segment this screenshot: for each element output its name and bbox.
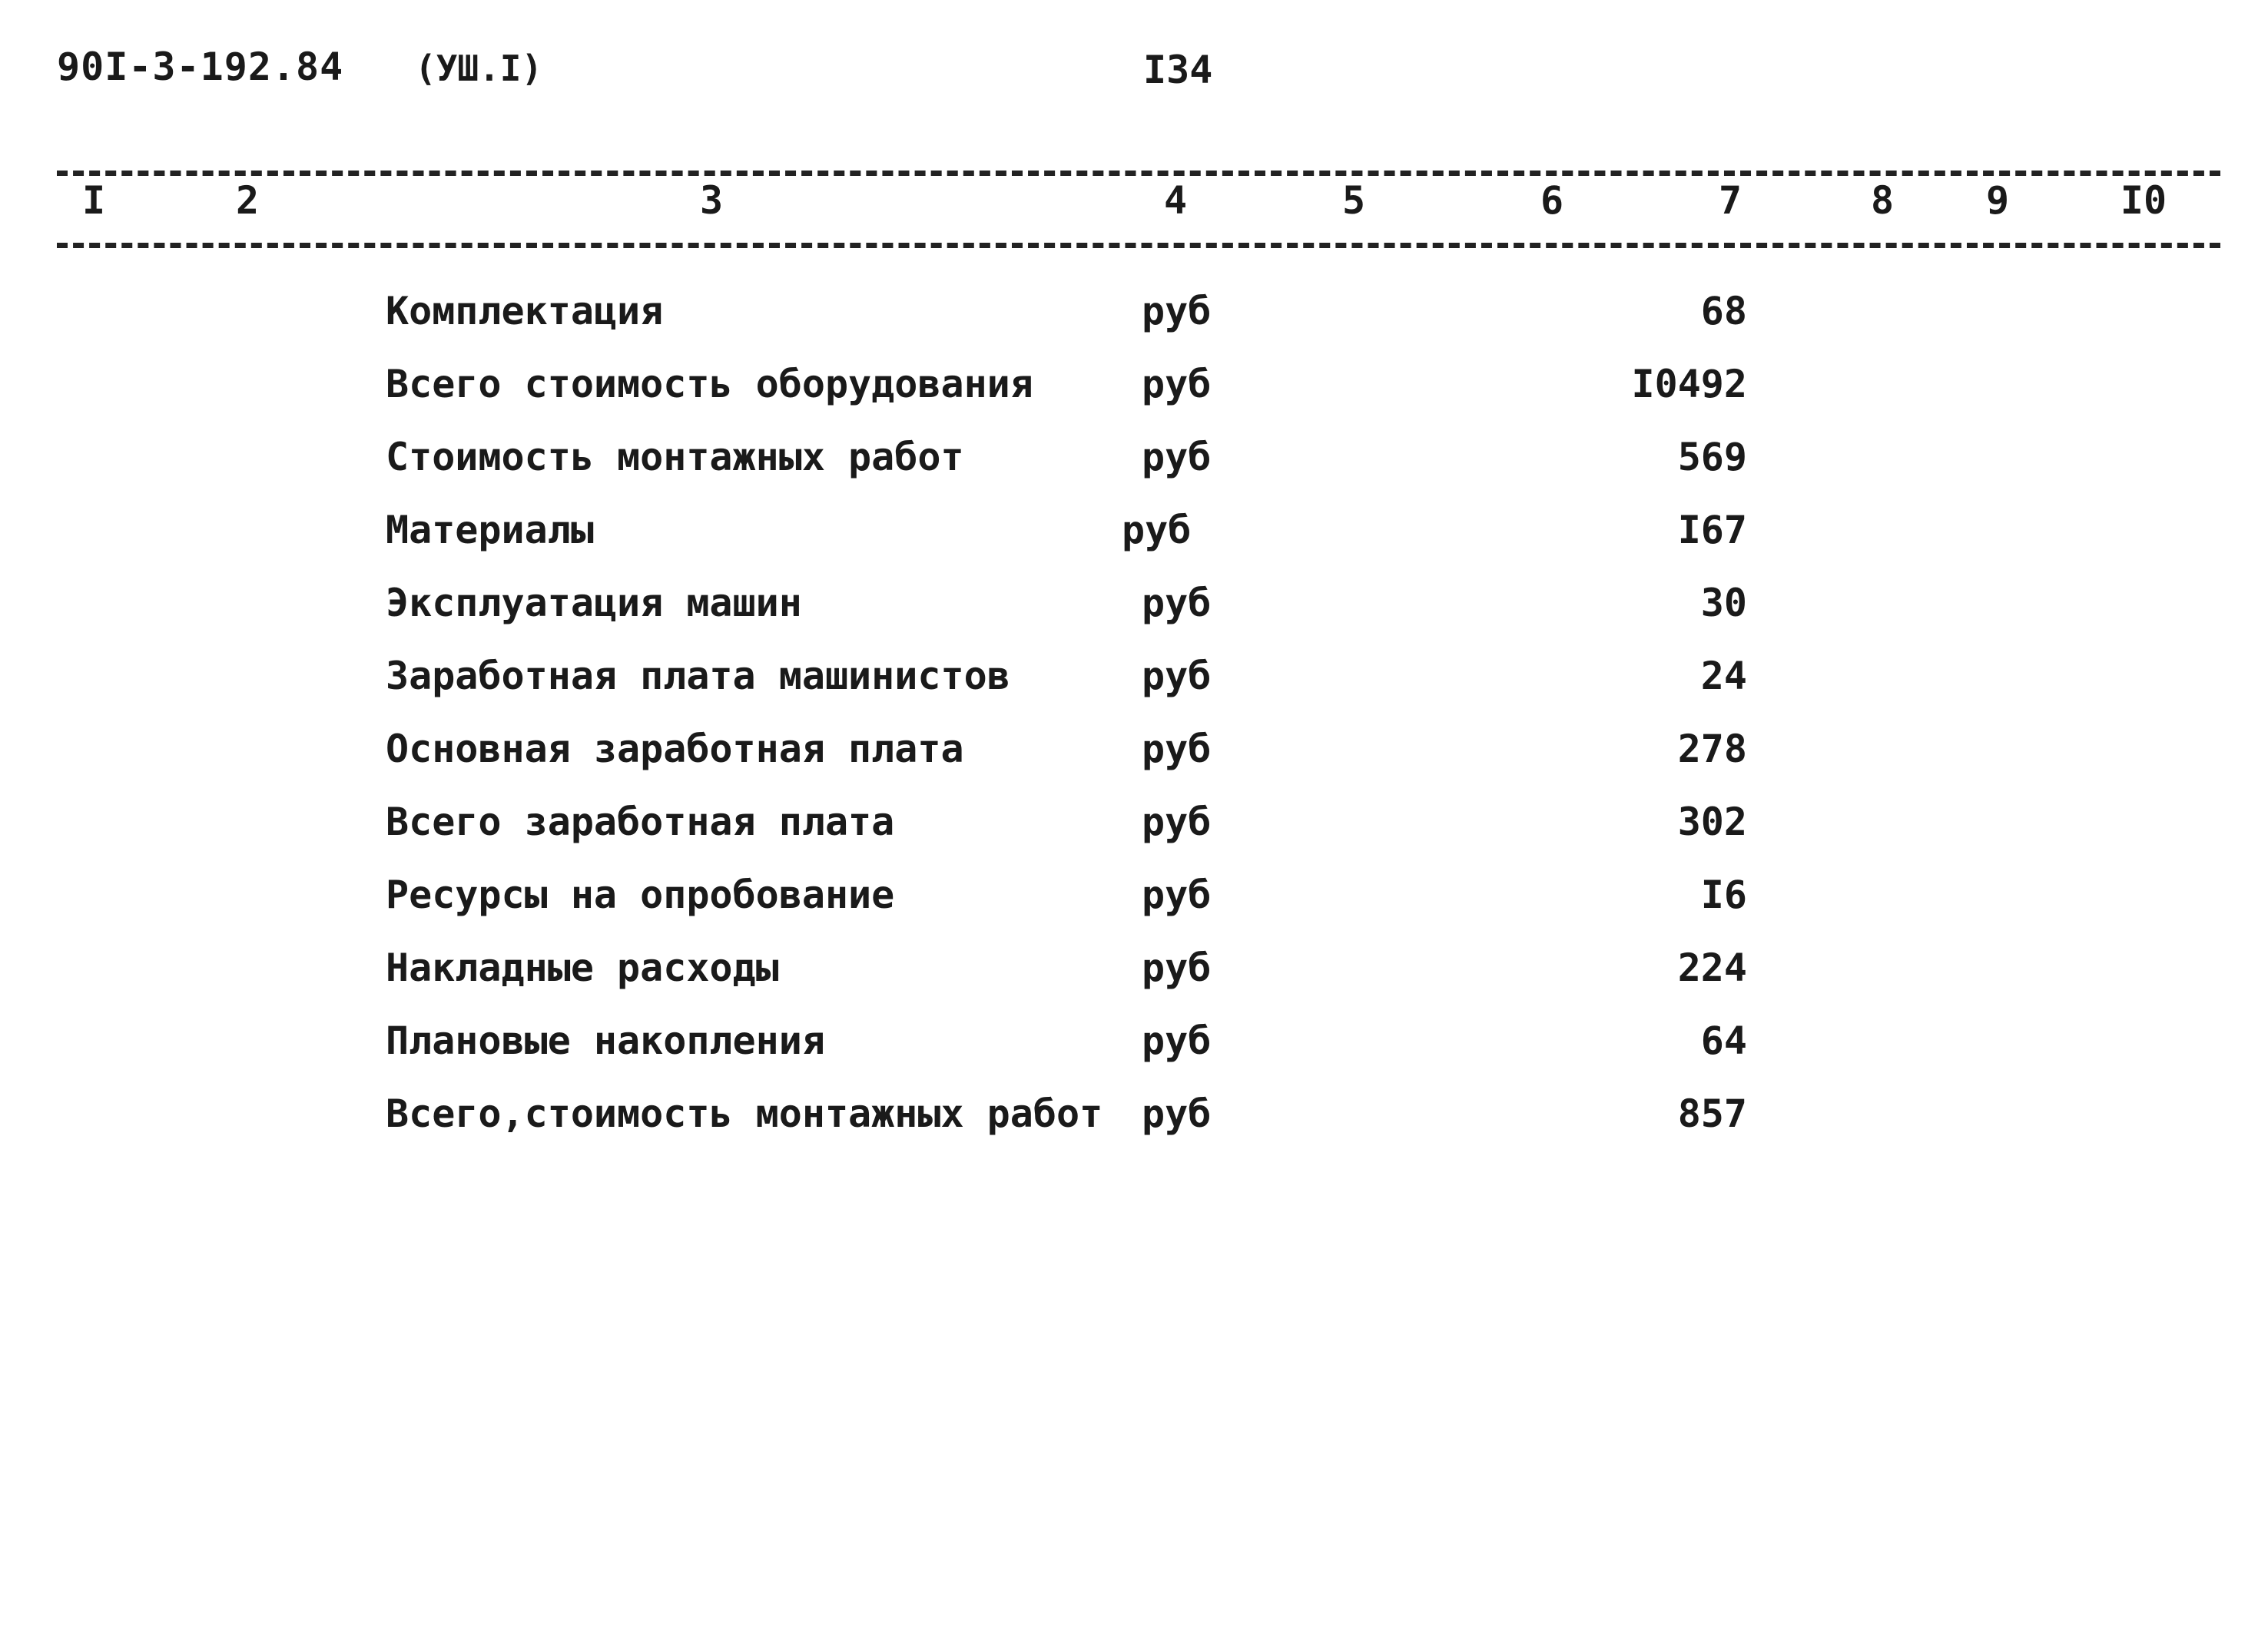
row-value: 68 [1700, 289, 1747, 333]
column-number-2: 2 [235, 178, 260, 223]
column-number-3: 3 [699, 178, 724, 223]
row-unit: руб [1142, 289, 1212, 333]
row-item-name: Эксплуатация машин [386, 581, 802, 625]
row-unit: руб [1142, 654, 1212, 698]
row-unit: руб [1142, 362, 1212, 406]
row-value: 224 [1677, 946, 1747, 990]
row-value: I0492 [1631, 362, 1747, 406]
row-item-name: Заработная плата машинистов [386, 654, 1010, 698]
column-number-7: 7 [1718, 178, 1742, 223]
column-number-9: 9 [1985, 178, 2010, 223]
row-item-name: Накладные расходы [386, 946, 779, 990]
row-item-name: Плановые накопления [386, 1019, 825, 1063]
table-row [0, 508, 2268, 569]
column-number-5: 5 [1341, 178, 1366, 223]
row-item-name: Материалы [386, 508, 594, 552]
row-item-name: Всего,стоимость монтажных работ [386, 1091, 1103, 1136]
row-unit: руб [1122, 508, 1192, 552]
table-row [0, 581, 2268, 642]
document-code: 90I-3-192.84 [57, 45, 344, 89]
row-value: 857 [1677, 1091, 1747, 1136]
section-label: (УШ.I) [415, 48, 543, 89]
row-unit: руб [1142, 946, 1212, 990]
table-row [0, 435, 2268, 496]
table-row [0, 1019, 2268, 1080]
row-unit: руб [1142, 435, 1212, 479]
column-number-1: I [81, 178, 106, 223]
table-header-top-rule [57, 171, 2220, 176]
row-unit: руб [1142, 1019, 1212, 1063]
row-unit: руб [1142, 873, 1212, 917]
row-value: 30 [1700, 581, 1747, 625]
column-number-4: 4 [1163, 178, 1188, 223]
row-unit: руб [1142, 581, 1212, 625]
row-value: I67 [1677, 508, 1747, 552]
row-item-name: Основная заработная плата [386, 727, 964, 771]
row-unit: руб [1142, 800, 1212, 844]
table-row [0, 362, 2268, 423]
column-number-10: I0 [2120, 178, 2167, 223]
row-item-name: Ресурсы на опробование [386, 873, 895, 917]
row-item-name: Всего заработная плата [386, 800, 895, 844]
row-item-name: Всего стоимость оборудования [386, 362, 1033, 406]
column-number-8: 8 [1870, 178, 1895, 223]
row-unit: руб [1142, 727, 1212, 771]
row-value: I6 [1700, 873, 1747, 917]
row-value: 24 [1700, 654, 1747, 698]
table-row [0, 654, 2268, 715]
table-header-bottom-rule [57, 243, 2220, 248]
column-number-6: 6 [1540, 178, 1564, 223]
row-value: 64 [1700, 1019, 1747, 1063]
row-item-name: Комплектация [386, 289, 664, 333]
row-unit: руб [1142, 1091, 1212, 1136]
row-value: 302 [1677, 800, 1747, 844]
page-number: I34 [1143, 48, 1213, 92]
table-row [0, 727, 2268, 788]
table-row [0, 873, 2268, 934]
table-row [0, 1091, 2268, 1153]
table-row [0, 800, 2268, 861]
table-row [0, 946, 2268, 1007]
row-value: 278 [1677, 727, 1747, 771]
row-value: 569 [1677, 435, 1747, 479]
row-item-name: Стоимость монтажных работ [386, 435, 964, 479]
table-row [0, 289, 2268, 350]
